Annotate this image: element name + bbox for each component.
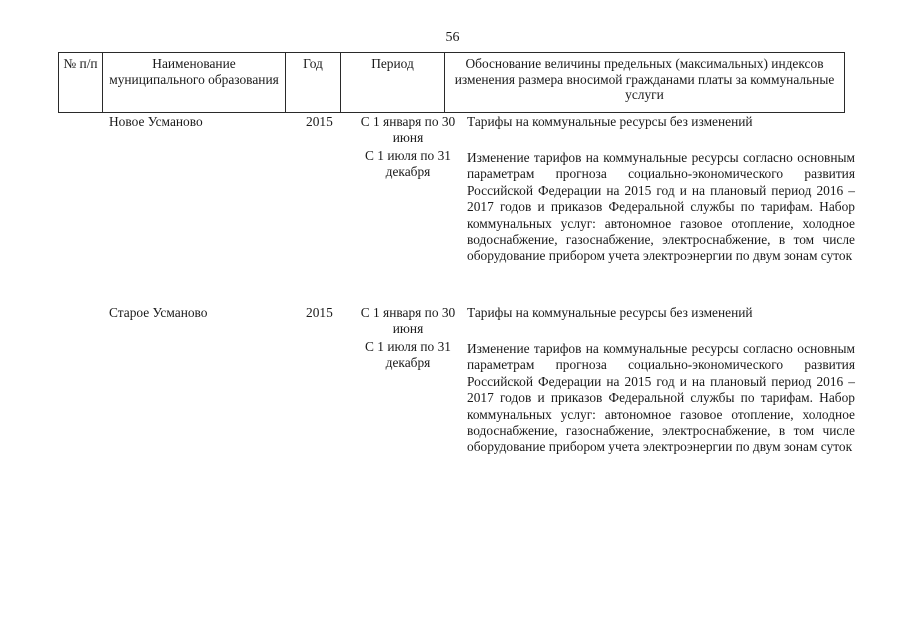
basis-first-half: Тарифы на коммунальные ресурсы без изменений [467,114,753,129]
period-second-half: С 1 июля по 31 декабря [365,339,451,371]
table-header [58,52,845,113]
header-period-text: Период [371,56,414,71]
period-first-half: С 1 января по 30 июня [360,114,456,146]
period-second-half: С 1 июля по 31 декабря [365,148,451,180]
header-municipality-text: Наименование муниципального образования [109,56,279,87]
header-period [341,53,445,113]
header-number-text: № п/п [63,56,98,71]
header-year [286,53,341,113]
year-cell: 2015 [306,114,333,129]
table-header-row [59,53,845,113]
header-year-text: Год [303,56,323,71]
header-municipality [103,53,286,113]
basis-second-half: Изменение тарифов на коммунальные ресурсы согласно основным параметрам прогноза социально-экономического развития Российской Федерации на 2015 год и на плановый период 2016 – 2017 годов и приказов Федеральной службы по тарифам. Набор коммунальных услуг: автономное газовое отопление, холодное водоснабжение, газоснабжение, электроснабжение, в том числе оборудование прибором учета электроэнергии по двум зонам суток [467,341,855,455]
basis-first-half: Тарифы на коммунальные ресурсы без изменений [467,305,753,320]
municipality-name: Старое Усманово [109,305,208,320]
year-cell: 2015 [306,305,333,320]
basis-second-half: Изменение тарифов на коммунальные ресурсы согласно основным параметрам прогноза социально-экономического развития Российской Федерации на 2015 год и на плановый период 2016 – 2017 годов и приказов Федеральной службы по тарифам. Набор коммунальных услуг: автономное газовое отопление, холодное водоснабжение, газоснабжение, электроснабжение, в том числе оборудование прибором учета электроэнергии по двум зонам суток [467,150,855,264]
header-basis [445,53,845,113]
header-basis-text: Обоснование величины предельных (максимальных) индексов изменения размера вносимой гражданами платы за коммунальные услуги [454,56,835,102]
page-number: 56 [445,30,460,45]
header-number [59,53,103,113]
municipality-name: Новое Усманово [109,114,203,129]
period-first-half: С 1 января по 30 июня [360,305,456,337]
